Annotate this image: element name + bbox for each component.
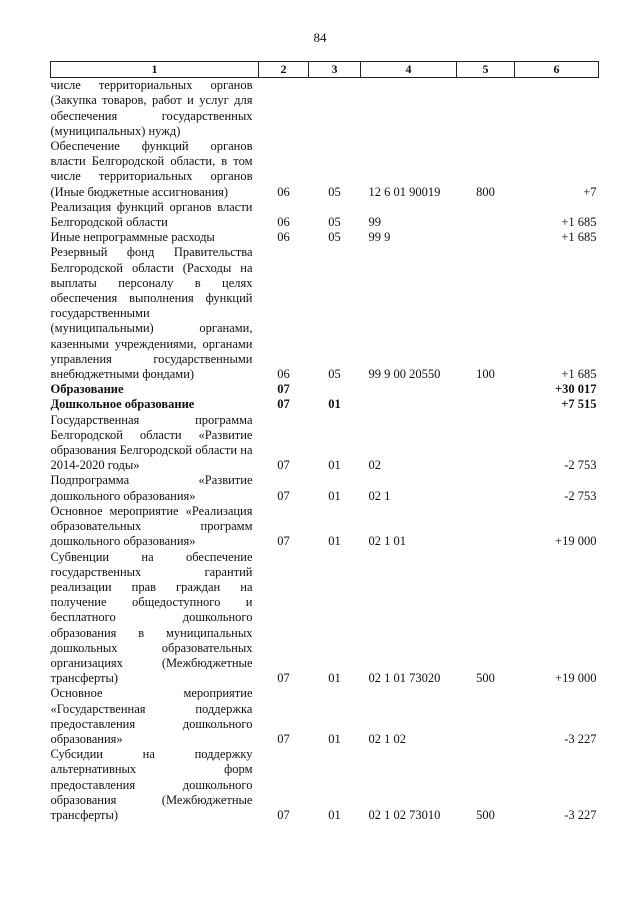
row-amount: +19 000 bbox=[555, 534, 597, 549]
table-row bbox=[51, 200, 599, 230]
row-section: 07 bbox=[277, 534, 290, 549]
table-row bbox=[51, 747, 599, 823]
row-expense-type: 100 bbox=[476, 367, 495, 382]
row-expense-type bbox=[457, 382, 515, 397]
row-description: Основное мероприятие «Реализация образовательных программ дошкольного образования» bbox=[50, 503, 253, 549]
table-body bbox=[51, 78, 599, 823]
row-section: 06 bbox=[277, 367, 290, 382]
row-subsection: 01 bbox=[328, 671, 341, 686]
header-row bbox=[51, 62, 599, 78]
row-section: 06 bbox=[277, 215, 290, 230]
row-target-code: 99 bbox=[368, 215, 381, 230]
row-subsection: 05 bbox=[328, 184, 341, 199]
row-amount: +19 000 bbox=[555, 671, 597, 686]
row-section: 07 bbox=[277, 807, 290, 822]
budget-table bbox=[50, 61, 599, 823]
row-amount: +7 515 bbox=[561, 397, 597, 412]
row-target-code: 02 1 bbox=[368, 488, 391, 503]
table-row bbox=[51, 139, 599, 200]
row-target-code: 02 1 01 bbox=[368, 534, 406, 549]
row-description: Резервный фонд Правительства Белгородской области (Расходы на выплаты персоналу в целях обеспечения выполнения функций государственными (муниципальными) органами, казенными учреждениями, органами управления государственными внебюджетными фондами) bbox=[50, 245, 253, 382]
row-subsection bbox=[309, 78, 361, 139]
header-expense-type: 5 bbox=[457, 62, 515, 78]
table-row bbox=[51, 550, 599, 687]
row-subsection: 01 bbox=[328, 731, 341, 746]
row-section: 06 bbox=[277, 230, 290, 245]
row-amount: -2 753 bbox=[564, 488, 597, 503]
header-description: 1 bbox=[51, 62, 259, 78]
table-row bbox=[51, 78, 599, 139]
row-target-code bbox=[361, 382, 457, 397]
row-target-code: 02 1 02 73010 bbox=[368, 807, 441, 822]
row-description: Государственная программа Белгородской области «Развитие образования Белгородской области на 2014-2020 годы» bbox=[50, 412, 253, 473]
row-expense-type bbox=[457, 397, 515, 412]
row-description: Обеспечение функций органов власти Белгородской области, в том числе территориальных органов (Иные бюджетные ассигнования) bbox=[50, 139, 253, 199]
table-row bbox=[51, 397, 599, 412]
row-expense-type bbox=[457, 473, 515, 503]
row-target-code: 02 1 02 bbox=[368, 731, 406, 746]
row-subsection: 05 bbox=[328, 215, 341, 230]
row-amount bbox=[515, 78, 599, 139]
row-expense-type bbox=[457, 686, 515, 747]
row-expense-type bbox=[457, 230, 515, 245]
row-target-code bbox=[361, 78, 457, 139]
row-description: числе территориальных органов (Закупка товаров, работ и услуг для обеспечения государственных (муниципальных) нужд) bbox=[50, 78, 253, 138]
row-subsection: 01 bbox=[328, 488, 341, 503]
header-target: 4 bbox=[361, 62, 457, 78]
row-subsection bbox=[309, 382, 361, 397]
row-subsection: 01 bbox=[328, 534, 341, 549]
row-amount: -2 753 bbox=[564, 458, 597, 473]
table-row bbox=[51, 504, 599, 550]
row-section: 06 bbox=[277, 184, 290, 199]
row-description: Субвенции на обеспечение государственных гарантий реализации прав граждан на получение общедоступного и бесплатного дошкольного образования в муниципальных дошкольных образовательных организациях (Межбюджетные трансферты) bbox=[50, 549, 253, 686]
row-description: Субсидии на поддержку альтернативных форм предоставления дошкольного образования (Межбюджетные трансферты) bbox=[50, 747, 253, 822]
row-description: Основное мероприятие «Государственная поддержка предоставления дошкольного образования» bbox=[50, 686, 253, 746]
row-amount: +1 685 bbox=[561, 230, 597, 245]
row-subsection: 05 bbox=[328, 230, 341, 245]
row-section: 07 bbox=[277, 458, 290, 473]
page-number: 84 bbox=[313, 30, 327, 45]
row-expense-type: 500 bbox=[476, 671, 495, 686]
row-expense-type bbox=[457, 78, 515, 139]
row-description: Образование bbox=[50, 382, 124, 397]
row-expense-type bbox=[457, 504, 515, 550]
row-section: 07 bbox=[277, 731, 290, 746]
table-row bbox=[51, 382, 599, 397]
row-amount: +30 017 bbox=[555, 382, 597, 397]
table-row bbox=[51, 413, 599, 474]
row-target-code: 02 1 01 73020 bbox=[368, 671, 441, 686]
row-expense-type bbox=[457, 200, 515, 230]
row-amount: +1 685 bbox=[561, 367, 597, 382]
table-row bbox=[51, 245, 599, 382]
row-subsection: 05 bbox=[328, 367, 341, 382]
row-target-code: 02 bbox=[368, 458, 381, 473]
table-row bbox=[51, 473, 599, 503]
row-subsection: 01 bbox=[328, 807, 341, 822]
row-section: 07 bbox=[277, 488, 290, 503]
row-description: Иные непрограммные расходы bbox=[50, 230, 215, 245]
row-expense-type: 500 bbox=[476, 807, 495, 822]
header-amount: 6 bbox=[515, 62, 599, 78]
row-target-code: 99 9 bbox=[368, 230, 391, 245]
table-row bbox=[51, 686, 599, 747]
row-amount: -3 227 bbox=[564, 731, 597, 746]
row-section bbox=[259, 78, 309, 139]
row-section: 07 bbox=[277, 397, 290, 412]
row-subsection: 01 bbox=[328, 397, 341, 412]
row-description: Подпрограмма «Развитие дошкольного образования» bbox=[50, 473, 253, 503]
table-row bbox=[51, 230, 599, 245]
row-target-code: 99 9 00 20550 bbox=[368, 367, 441, 382]
header-section: 2 bbox=[259, 62, 309, 78]
row-subsection: 01 bbox=[328, 458, 341, 473]
row-description: Реализация функций органов власти Белгородской области bbox=[50, 199, 253, 230]
row-expense-type bbox=[457, 413, 515, 474]
row-amount: +1 685 bbox=[561, 215, 597, 230]
row-description: Дошкольное образование bbox=[50, 397, 195, 412]
row-amount: +7 bbox=[583, 184, 597, 199]
row-target-code bbox=[361, 397, 457, 412]
row-target-code: 12 6 01 90019 bbox=[368, 184, 441, 199]
row-section: 07 bbox=[277, 671, 290, 686]
row-section: 07 bbox=[277, 382, 290, 397]
row-amount: -3 227 bbox=[564, 807, 597, 822]
header-subsection: 3 bbox=[309, 62, 361, 78]
table-header bbox=[51, 62, 599, 78]
row-expense-type: 800 bbox=[476, 184, 495, 199]
